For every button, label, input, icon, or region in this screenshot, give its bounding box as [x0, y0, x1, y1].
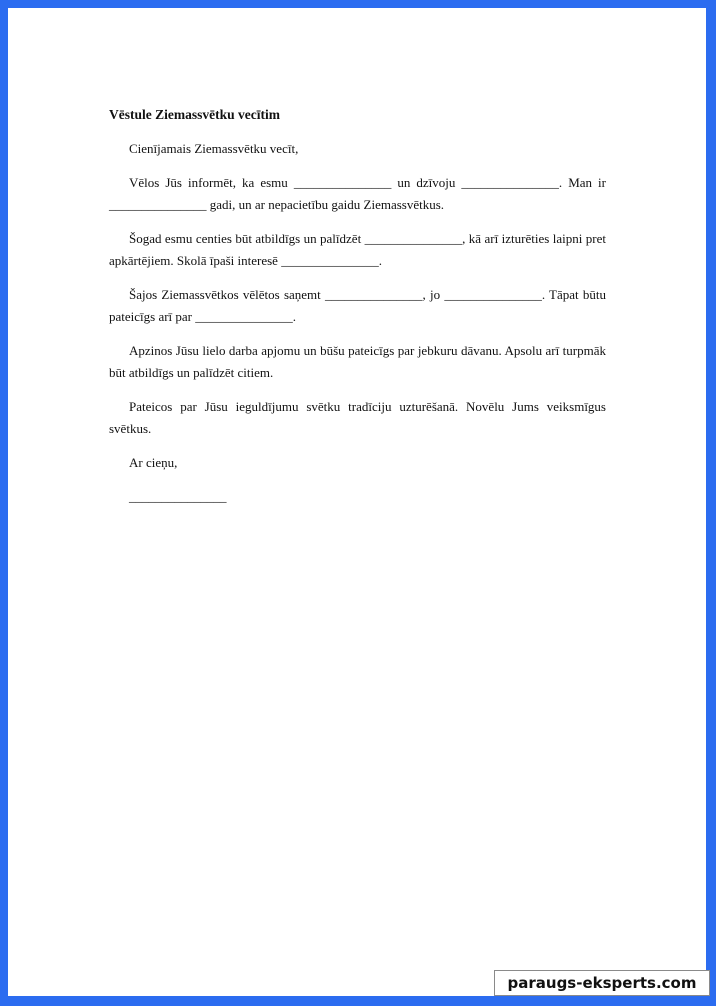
paragraph-intro: Vēlos Jūs informēt, ka esmu _______________ un dzīvoju _______________. Man ir _______________ gadi, un ar nepacietību gaidu Ziemassvētkus.: [109, 175, 606, 212]
letter-salutation: Cienījamais Ziemassvētku vecīt,: [129, 141, 299, 156]
document-page: [8, 8, 706, 996]
letter-body: [109, 104, 606, 508]
paragraph-thanks: Pateicos par Jūsu ieguldījumu svētku tradīciju uzturēšanā. Novēlu Jums veiksmīgus svētkus.: [109, 399, 606, 436]
watermark-label: paraugs-eksperts.com: [494, 970, 710, 996]
paragraph-gratitude: Apzinos Jūsu lielo darba apjomu un būšu pateicīgs par jebkuru dāvanu. Apsolu arī turpmāk būt atbildīgs un palīdzēt citiem.: [109, 343, 606, 380]
letter-title: Vēstule Ziemassvētku vecītim: [109, 107, 280, 122]
paragraph-year: Šogad esmu centies būt atbildīgs un palīdzēt _______________, kā arī izturēties laipni pret apkārtējiem. Skolā īpaši interesē _______________.: [109, 231, 606, 268]
paragraph-wishes: Šajos Ziemassvētkos vēlētos saņemt _______________, jo _______________. Tāpat būtu pateicīgs arī par _______________.: [109, 287, 606, 324]
letter-closing: Ar cieņu,: [129, 455, 178, 470]
signature-line: _______________: [129, 489, 227, 504]
